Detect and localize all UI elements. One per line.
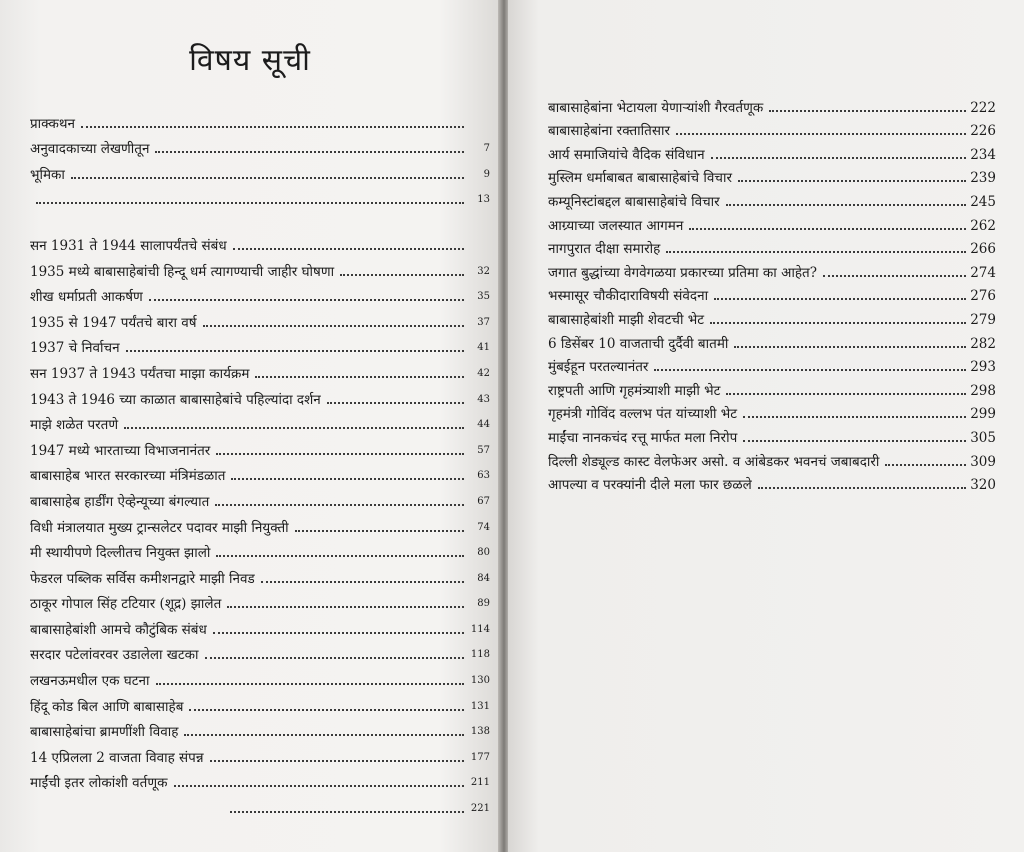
toc-entry	[30, 433, 490, 459]
toc-entry	[30, 740, 490, 766]
toc-page-number: 80	[477, 547, 490, 559]
dot-leader	[327, 402, 464, 404]
toc-entry-title: प्राक्कथन	[30, 115, 76, 132]
dot-leader	[676, 133, 966, 135]
toc-page-number: 226	[970, 123, 996, 140]
toc-page-number: 245	[970, 193, 996, 210]
toc-entry-title: आर्य समाजियांचे वैदिक संविधान	[548, 146, 705, 163]
toc-entry-title: 14 एप्रिलला 2 वाजता विवाह संपन्न	[30, 749, 204, 766]
toc-page-number: 43	[477, 393, 490, 405]
dot-leader	[216, 453, 464, 455]
toc-entry-title: बाबासाहेबांना रक्तातिसार	[548, 123, 670, 140]
toc-entry	[548, 163, 996, 187]
toc-page-number: 7	[483, 143, 490, 155]
toc-page-number: 89	[477, 598, 490, 610]
toc-entry-title: मुंबईहून परतल्यानंतर	[548, 359, 649, 376]
dot-leader	[710, 322, 966, 324]
dot-leader	[230, 811, 464, 813]
toc-page-number: 13	[477, 194, 490, 206]
dot-leader	[734, 346, 966, 348]
dot-leader	[233, 248, 464, 250]
dot-leader	[210, 760, 464, 762]
toc-entry	[30, 157, 490, 183]
toc-entry	[30, 183, 490, 209]
toc-entry-title: बाबासाहेबांशी माझी शेवटची भेट	[548, 311, 705, 328]
toc-entry	[30, 510, 490, 536]
toc-page-number: 42	[477, 367, 490, 379]
dot-leader	[81, 126, 464, 128]
dot-leader	[227, 606, 464, 608]
toc-entry	[30, 459, 490, 485]
dot-leader	[666, 251, 966, 253]
toc-page-number: 32	[477, 265, 490, 277]
dot-leader	[184, 734, 464, 736]
toc-entry-title: कम्यूनिस्टांबद्दल बाबासाहेबांचे विचार	[548, 193, 720, 210]
toc-page-number: 74	[477, 521, 490, 533]
toc-entry-title: हिंदू कोड बिल आणि बाबासाहेब	[30, 698, 184, 715]
toc-entry	[30, 536, 490, 562]
toc-entry	[30, 254, 490, 280]
toc-entry	[30, 356, 490, 382]
toc-page-number: 262	[970, 217, 996, 234]
toc-entry-title: माईंचा नानकचंद रत्तू मार्फत मला निरोप	[548, 429, 738, 446]
toc-entry	[548, 234, 996, 258]
toc-entry-title: माईंची इतर लोकांशी वर्तणूक	[30, 775, 168, 792]
toc-entry-title: 1937 चे निर्वाचन	[30, 340, 120, 357]
toc-page-number: 130	[470, 675, 490, 687]
toc-entry-title: सन 1937 ते 1943 पर्यंतचा माझा कार्यक्रम	[30, 365, 250, 382]
toc-entry	[30, 484, 490, 510]
toc-page-number: 37	[477, 316, 490, 328]
dot-leader	[255, 376, 464, 378]
toc-entry-title: गृहमंत्री गोविंद वल्लभ पंत यांच्याशी भेट	[548, 406, 738, 423]
toc-page-number: 299	[970, 406, 996, 423]
toc-entry	[548, 186, 996, 210]
dot-leader	[231, 478, 464, 480]
toc-list-left	[30, 106, 490, 817]
toc-page-number: 138	[470, 726, 490, 738]
dot-leader	[340, 274, 464, 276]
toc-entry	[30, 408, 490, 434]
toc-entry	[30, 689, 490, 715]
toc-entry	[548, 116, 996, 140]
toc-entry	[30, 791, 490, 817]
toc-page-number: 279	[970, 311, 996, 328]
toc-entry-title: अनुवादकाच्या लेखणीतून	[30, 141, 150, 158]
dot-leader	[295, 530, 464, 532]
dot-leader	[124, 427, 464, 429]
toc-entry	[30, 612, 490, 638]
toc-entry-title: शीख धर्माप्रती आकर्षण	[30, 289, 143, 306]
dot-leader	[743, 440, 966, 442]
toc-entry	[548, 399, 996, 423]
toc-entry-title: 1935 मध्ये बाबासाहेबांची हिन्दू धर्म त्यागण्याची जाहीर घोषणा	[30, 263, 335, 280]
dot-leader	[216, 555, 464, 557]
dot-leader	[156, 683, 465, 685]
toc-entry	[548, 210, 996, 234]
toc-entry	[30, 228, 490, 254]
dot-leader	[174, 785, 464, 787]
dot-leader	[726, 393, 966, 395]
toc-entry	[30, 305, 490, 331]
toc-entry	[30, 587, 490, 613]
toc-page-number: 274	[970, 264, 996, 281]
dot-leader	[189, 709, 464, 711]
toc-entry	[30, 638, 490, 664]
toc-page-number: 266	[970, 241, 996, 258]
dot-leader	[769, 110, 966, 112]
dot-leader	[71, 177, 464, 179]
toc-entry-title: आग्र्याच्या जलस्यात आगमन	[548, 217, 684, 234]
toc-entry-title: मुस्लिम धर्माबाबत बाबासाहेबांचे विचार	[548, 170, 732, 187]
toc-entry-title: बाबासाहेबांचा ब्रामणींशी विवाह	[30, 724, 179, 741]
toc-page-number: 309	[970, 453, 996, 470]
dot-leader	[149, 299, 464, 301]
toc-page-number: 320	[970, 477, 996, 494]
toc-entry-title: नागपुरात दीक्षा समारोह	[548, 241, 661, 258]
toc-entry	[548, 139, 996, 163]
toc-entry	[30, 132, 490, 158]
toc-list-right	[548, 92, 996, 493]
toc-entry	[30, 766, 490, 792]
toc-entry	[548, 375, 996, 399]
toc-page-number: 177	[470, 751, 490, 763]
dot-leader	[823, 275, 966, 277]
toc-entry-title: 1947 मध्ये भारताच्या विभाजनानंतर	[30, 442, 211, 459]
toc-entry	[548, 281, 996, 305]
toc-page-number: 57	[477, 444, 490, 456]
toc-entry-title: माझे शळेत परतणे	[30, 417, 119, 434]
toc-entry-title: फेडरल पब्लिक सर्विस कमीशनद्वारे माझी निवड	[30, 570, 255, 587]
toc-page-number: 63	[477, 470, 490, 482]
toc-page-number: 9	[483, 168, 490, 180]
toc-entry	[30, 715, 490, 741]
dot-leader	[155, 151, 464, 153]
toc-entry-title: सन 1931 ते 1944 सालापर्यंतचे संबंध	[30, 237, 227, 254]
dot-leader	[714, 298, 966, 300]
toc-page-number: 293	[970, 359, 996, 376]
toc-entry	[548, 304, 996, 328]
toc-entry	[30, 663, 490, 689]
dot-leader	[689, 228, 966, 230]
dot-leader	[205, 657, 464, 659]
toc-entry	[30, 561, 490, 587]
toc-entry	[30, 382, 490, 408]
toc-entry	[548, 422, 996, 446]
dot-leader	[758, 487, 966, 489]
toc-page-number: 234	[970, 146, 996, 163]
toc-page-number: 211	[470, 777, 490, 789]
toc-page-number: 44	[477, 419, 490, 431]
toc-entry	[548, 328, 996, 352]
dot-leader	[213, 632, 464, 634]
toc-page-number: 239	[970, 170, 996, 187]
toc-page-number: 298	[970, 382, 996, 399]
toc-entry-title: विधी मंत्रालयात मुख्य ट्रान्सलेटर पदावर माझी नियुक्ती	[30, 519, 289, 536]
toc-entry	[30, 280, 490, 306]
toc-page-number: 35	[477, 291, 490, 303]
toc-page-number: 222	[970, 99, 996, 116]
dot-leader	[885, 464, 966, 466]
dot-leader	[203, 325, 464, 327]
toc-entry-title: मी स्थायीपणे दिल्लीतच नियुक्त झालो	[30, 545, 211, 562]
toc-entry	[548, 470, 996, 494]
toc-entry-title: राष्ट्रपती आणि गृहमंत्र्याशी माझी भेट	[548, 382, 721, 399]
toc-page-number: 282	[970, 335, 996, 352]
toc-page-number: 84	[477, 572, 490, 584]
toc-entry-title: दिल्ली शेड्यूल्ड कास्ट वेलफेअर असो. व आंबेडकर भवनचं जबाबदारी	[548, 453, 880, 470]
toc-page-number: 221	[470, 803, 490, 815]
toc-entry-title: बाबासाहेब हार्डींग ऐव्हेन्यूच्या बंगल्यात	[30, 493, 210, 510]
dot-leader	[743, 416, 966, 418]
toc-entry-title: आपल्या व परक्यांनी दीले मला फार छळले	[548, 477, 752, 494]
dot-leader	[654, 369, 966, 371]
dot-leader	[215, 504, 464, 506]
toc-entry	[548, 446, 996, 470]
toc-entry-title: बाबासाहेबांशी आमचे कौटुंबिक संबंध	[30, 621, 207, 638]
toc-entry	[30, 106, 490, 132]
toc-page-number: 114	[470, 623, 490, 635]
toc-entry-title: बाबासाहेब भारत सरकारच्या मंत्रिमंडळात	[30, 468, 226, 485]
dot-leader	[36, 202, 464, 204]
toc-entry-title: भस्मासूर चौकीदाराविषयी संवेदना	[548, 288, 709, 305]
toc-entry-title: जगात बुद्धांच्या वेगवेगळया प्रकारच्या प्रतिमा का आहेत?	[548, 264, 817, 281]
toc-entry	[548, 92, 996, 116]
toc-entry-title: लखनऊमधील एक घटना	[30, 673, 150, 690]
toc-entry-title: 1935 से 1947 पर्यंतचे बारा वर्ष	[30, 314, 197, 331]
toc-page-number: 118	[470, 649, 490, 661]
page-title: विषय सूची	[189, 43, 311, 78]
dot-leader	[738, 180, 966, 182]
toc-entry	[548, 352, 996, 376]
dot-leader	[126, 350, 464, 352]
toc-entry-title: ठाकूर गोपाल सिंह टटियार (शूद्र) झालेत	[30, 596, 222, 613]
toc-page-number: 131	[470, 700, 490, 712]
toc-entry	[548, 257, 996, 281]
toc-entry-title: 1943 ते 1946 च्या काळात बाबासाहेबांचे पहिल्यांदा दर्शन	[30, 391, 321, 408]
toc-entry-title: भूमिका	[30, 166, 65, 183]
toc-entry	[30, 331, 490, 357]
toc-page-number: 305	[970, 429, 996, 446]
toc-page-number: 276	[970, 288, 996, 305]
toc-page-number: 67	[477, 495, 490, 507]
dot-leader	[711, 157, 967, 159]
dot-leader	[726, 204, 967, 206]
toc-page-number: 41	[477, 342, 490, 354]
toc-entry-title: बाबासाहेबांना भेटायला येणाऱ्यांशी गैरवर्तणूक	[548, 99, 764, 116]
toc-entry-title: 6 डिसेंबर 10 वाजताची दुर्दैवी बातमी	[548, 335, 729, 352]
dot-leader	[261, 581, 464, 583]
toc-entry-title: सरदार पटेलांवरवर उडालेला खटका	[30, 647, 199, 664]
